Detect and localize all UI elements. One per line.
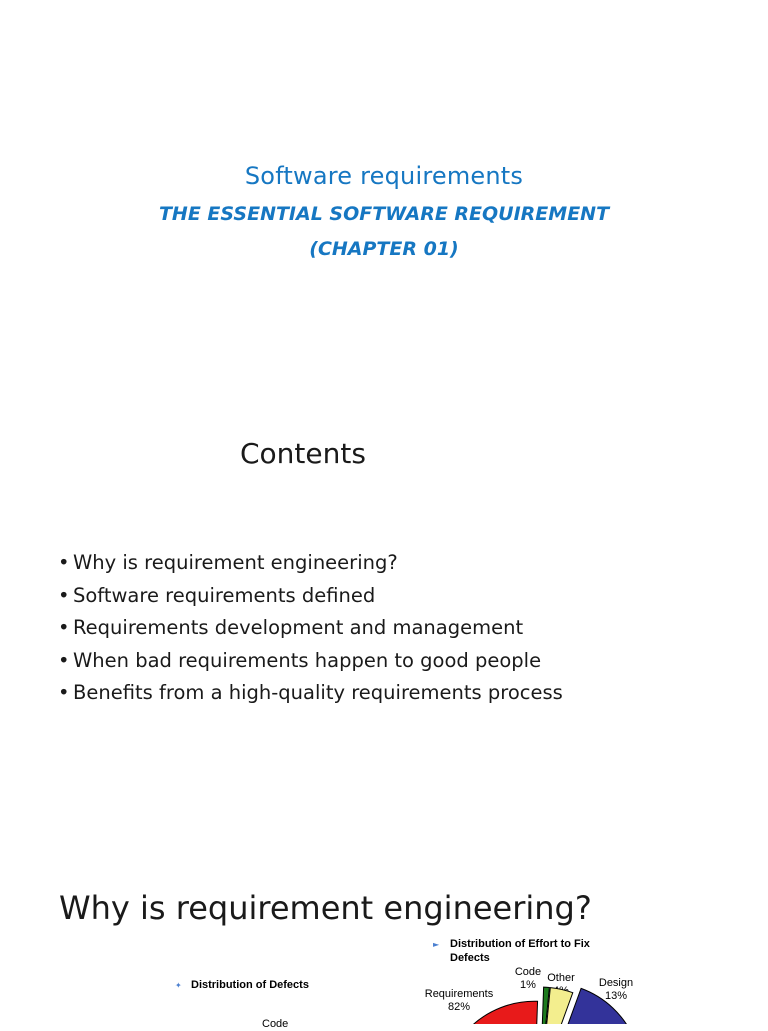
list-item-text: Requirements development and management — [73, 616, 524, 639]
effort-chart-title-line1: Distribution of Effort to Fix — [450, 938, 590, 950]
bullet-icon: • — [58, 583, 70, 607]
effort-chart-title-line2: Defects — [450, 952, 490, 964]
pie-label-other-name: Other — [547, 972, 575, 984]
bullet-icon: • — [58, 616, 70, 639]
defects-chart-partial-label: Code — [262, 1018, 289, 1030]
pie-label-design-value: 13% — [604, 990, 628, 1002]
triangle-bullet-icon: ► — [433, 940, 440, 949]
pie-label-code-name: Code — [514, 966, 542, 978]
bullet-icon: • — [58, 551, 70, 574]
pie-label-code-value: 1% — [520, 979, 536, 991]
list-item-text: Why is requirement engineering? — [73, 551, 398, 574]
slide-title: Software requirements — [244, 162, 524, 190]
bullet-icon: • — [58, 648, 70, 672]
pie-label-requirements-name: Requirements — [424, 988, 494, 1000]
contents-heading: Contents — [240, 437, 366, 470]
triangle-bullet-icon: ✦ — [175, 981, 182, 990]
pie-label-requirements-value: 82% — [447, 1001, 471, 1013]
slide-subtitle-line2: (CHAPTER 01) — [309, 238, 459, 260]
bullet-icon: • — [58, 681, 70, 704]
pie-label-design-name: Design — [598, 977, 634, 989]
why-heading: Why is requirement engineering? — [59, 889, 592, 927]
slide-subtitle-line1: THE ESSENTIAL SOFTWARE REQUIREMENT — [158, 203, 610, 225]
defects-chart-title: Distribution of Defects — [191, 979, 309, 991]
list-item-text: When bad requirements happen to good people — [73, 648, 542, 672]
list-item-text: Software requirements defined — [73, 583, 376, 607]
list-item-text: Benefits from a high-quality requirements process — [73, 681, 563, 704]
